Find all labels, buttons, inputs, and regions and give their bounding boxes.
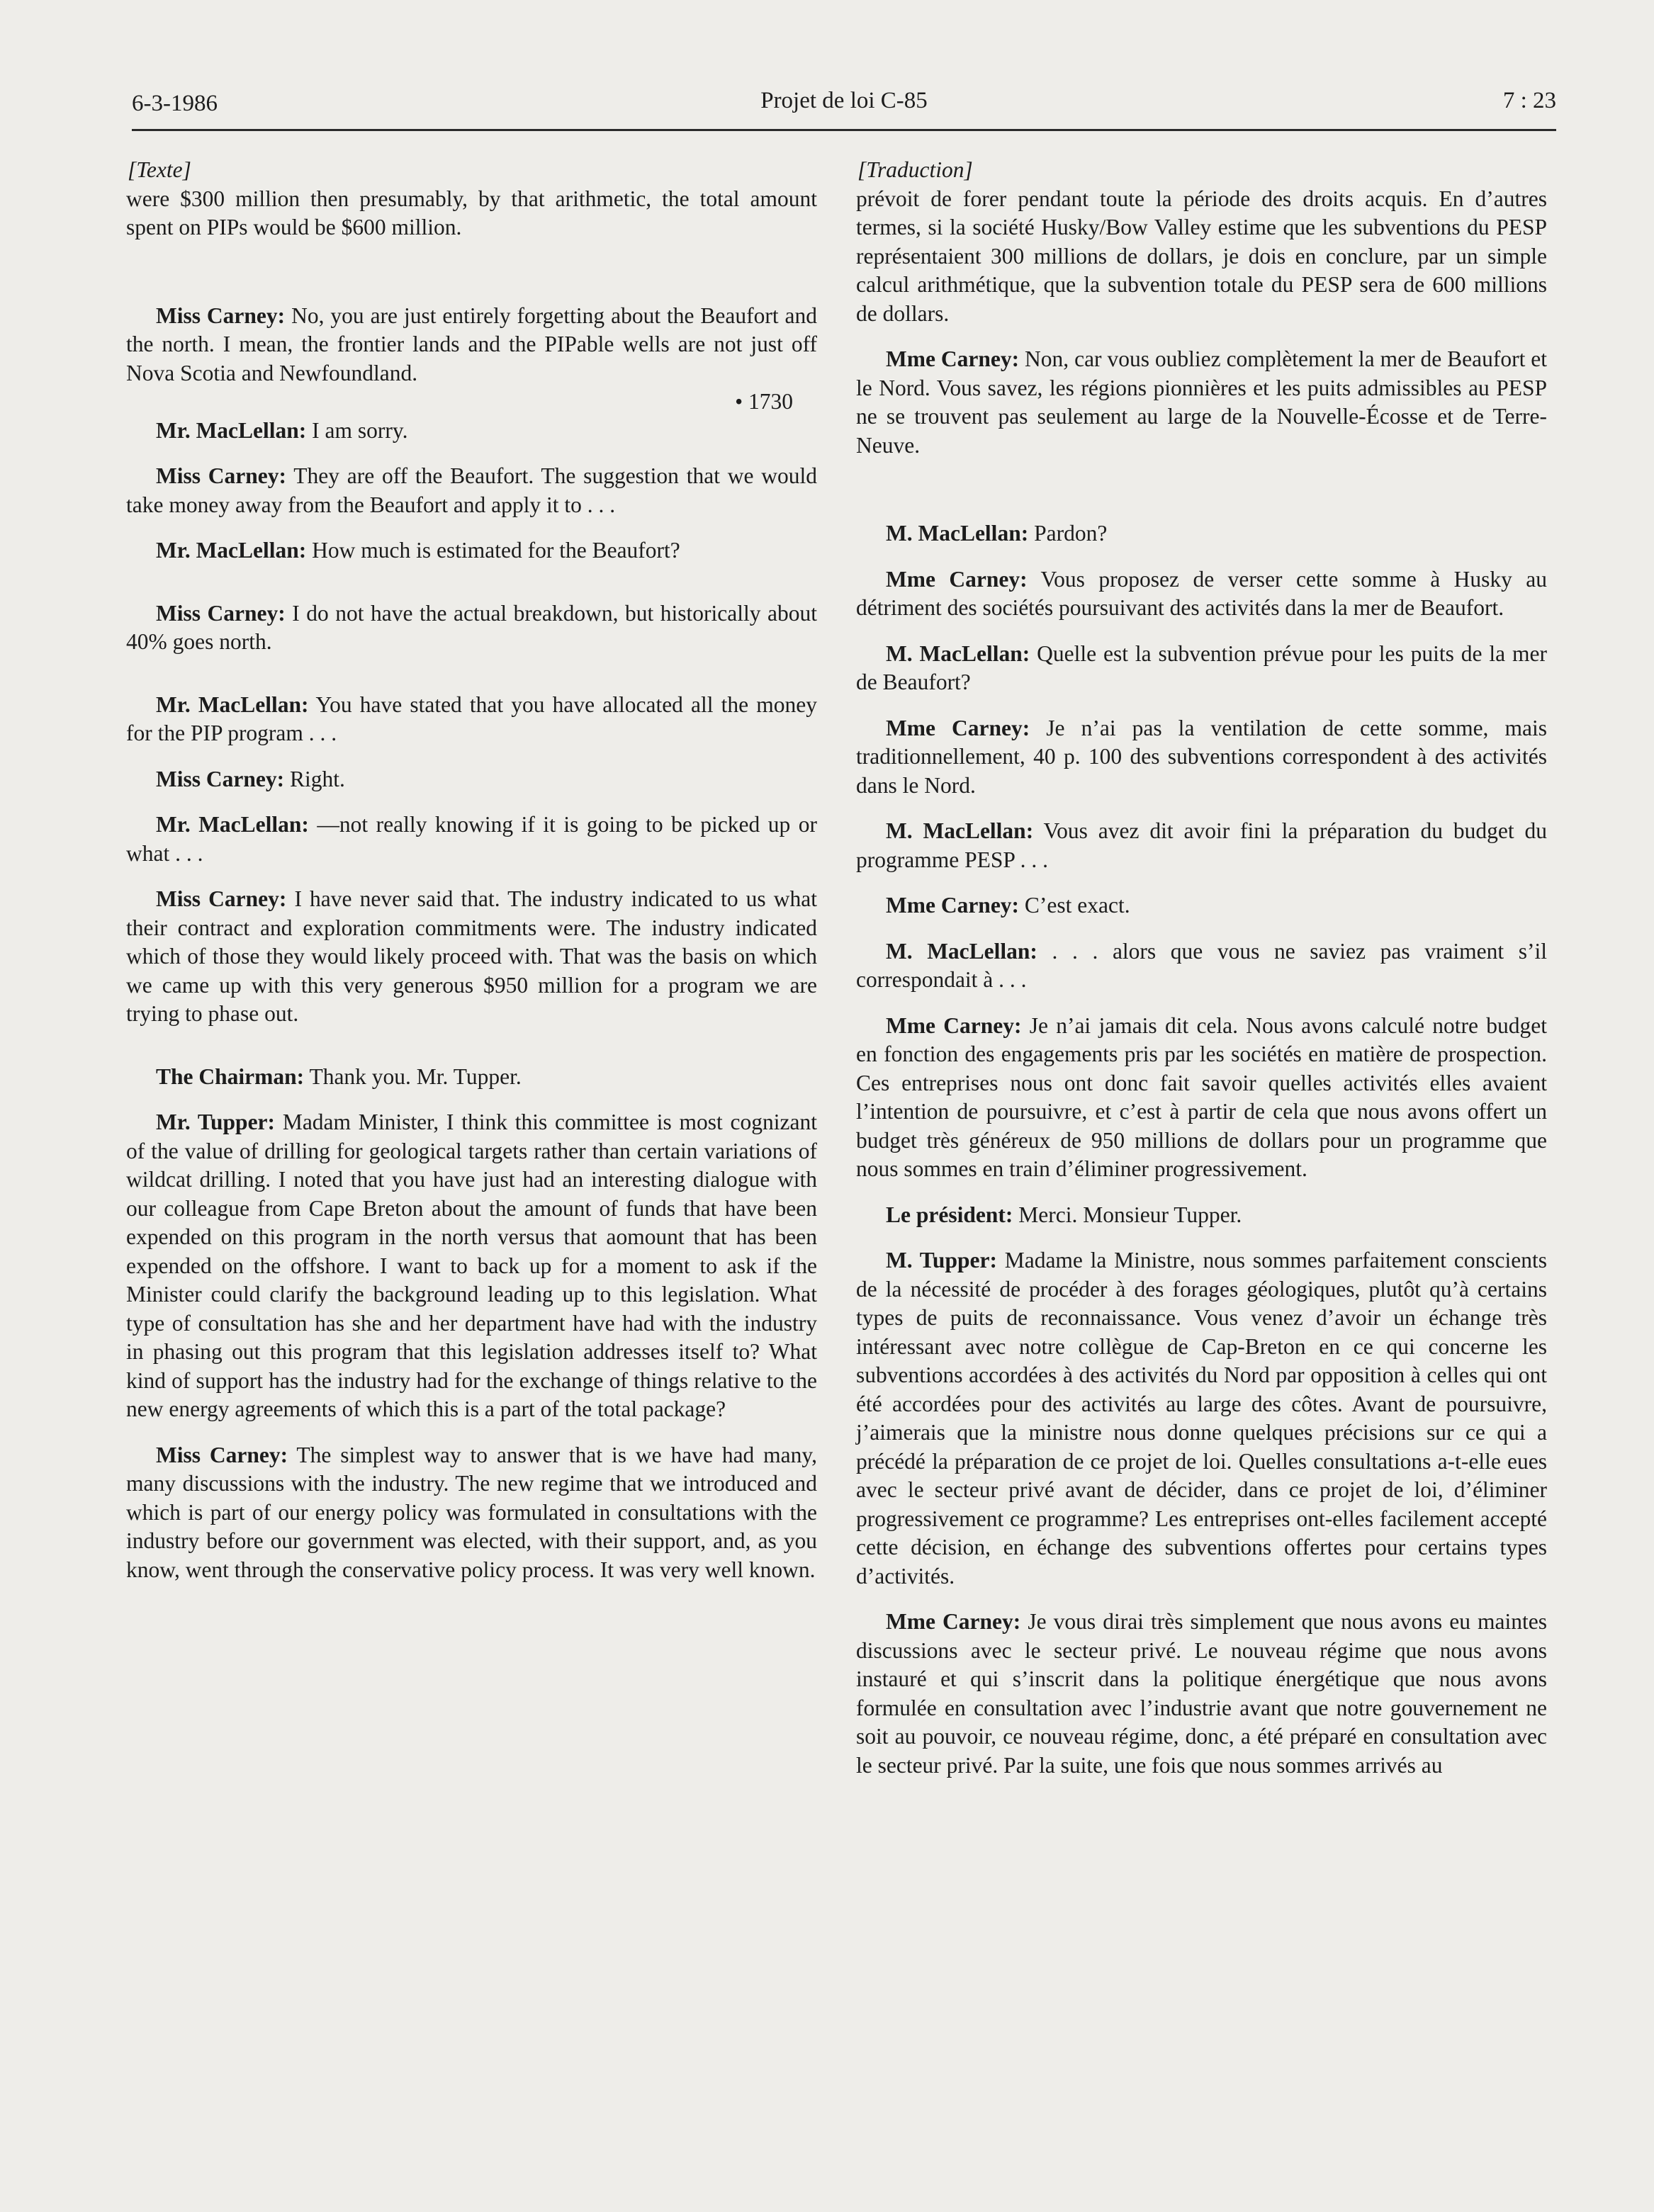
speech bbox=[856, 519, 1547, 548]
speech-text: Thank you. Mr. Tupper. bbox=[309, 1063, 522, 1089]
speaker: Mme Carney: bbox=[886, 893, 1020, 918]
speaker: Miss Carney: bbox=[156, 600, 286, 626]
french-column bbox=[856, 156, 1547, 1780]
speech-text: I do not have the actual breakdown, but historically about 40% goes north. bbox=[126, 600, 817, 654]
speaker: Miss Carney: bbox=[156, 1442, 288, 1467]
speech-text: You have stated that you have allocated all the money for the PIP program . . . bbox=[126, 692, 817, 745]
speech-text: They are off the Beaufort. The suggestion that we would take money away from the Beaufort and apply it to . . . bbox=[126, 463, 817, 517]
speech-text: . . . alors que vous ne saviez pas vraiment s’il correspondait à . . . bbox=[856, 938, 1548, 992]
speech bbox=[856, 817, 1547, 874]
speaker: Miss Carney: bbox=[156, 886, 287, 911]
column-label: [Traduction] bbox=[857, 157, 973, 182]
speaker: M. MacLellan: bbox=[886, 641, 1030, 666]
speech bbox=[126, 417, 817, 446]
speech bbox=[856, 1012, 1547, 1184]
time-marker: • 1730 bbox=[735, 389, 793, 414]
speaker: Mme Carney: bbox=[886, 1012, 1022, 1038]
speech bbox=[126, 536, 817, 565]
speaker: Mr. Tupper: bbox=[156, 1110, 276, 1134]
header-date: 6-3-1986 bbox=[132, 91, 218, 116]
speech bbox=[856, 937, 1547, 995]
speaker: M. MacLellan: bbox=[886, 521, 1029, 546]
speech bbox=[856, 1608, 1547, 1780]
speech-text: Right. bbox=[289, 766, 345, 791]
speaker: Miss Carney: bbox=[156, 303, 286, 328]
speech bbox=[126, 599, 817, 657]
speaker: M. MacLellan: bbox=[886, 938, 1037, 964]
speech bbox=[856, 714, 1547, 801]
speaker: Mr. MacLellan: bbox=[156, 538, 307, 563]
speech bbox=[126, 691, 817, 748]
speech-text: Vous avez dit avoir fini la préparation du budget du programme PESP . . . bbox=[856, 818, 1547, 872]
speech bbox=[856, 891, 1547, 920]
speech bbox=[856, 1246, 1547, 1591]
speaker: Le président: bbox=[886, 1202, 1013, 1227]
speaker: Mme Carney: bbox=[886, 566, 1028, 592]
opening-paragraph: were $300 million then presumably, by that arithmetic, the total amount spent on PIPs would be $600 million. bbox=[126, 186, 817, 239]
speech-text: Merci. Monsieur Tupper. bbox=[1018, 1202, 1242, 1227]
speech bbox=[126, 885, 817, 1029]
speech-text: Madam Minister, I think this committee is most cognizant of the value of drilling for geological targets rather than certain variations of wildcat drilling. I noted that you have just had an interesting dialogue with our colleague from Cape Breton about the amount of funds that have been expended on this program in the north versus that aomount that has been expended on the offshore. I want to back up for a moment to ask if the Minister could clarify the background leading up to this legislation. What type of consultation has she and her department have had with the industry in phasing out this program that this legislation addresses itself to? What kind of support has the industry had for the exchange of things relative to the new energy agreements of which this is a part of the total package? bbox=[126, 1110, 817, 1421]
speech bbox=[126, 1063, 817, 1092]
speech-text: Je n’ai pas la ventilation de cette somme, mais traditionnellement, 40 p. 100 des subventions correspondent à des activités dans le Nord. bbox=[856, 715, 1547, 798]
speech bbox=[856, 1201, 1547, 1230]
speaker: Mr. MacLellan: bbox=[156, 692, 309, 717]
speech-text: Quelle est la subvention prévue pour les puits de la mer de Beaufort? bbox=[856, 641, 1548, 694]
speaker: Mme Carney: bbox=[886, 346, 1020, 371]
speaker: Miss Carney: bbox=[156, 766, 285, 791]
speech-text: How much is estimated for the Beaufort? bbox=[312, 538, 680, 563]
column-label: [Texte] bbox=[128, 157, 191, 182]
speech bbox=[856, 640, 1547, 697]
opening-paragraph: prévoit de forer pendant toute la période des droits acquis. En d’autres termes, si la société Husky/Bow Valley estime que les subventions du PESP représentaient 300 millions de dollars, je dois en conclure, par un simple calcul arithmétique, que la subvention totale du PESP sera de 600 millions de dollars. bbox=[856, 186, 1547, 326]
speaker: Mr. MacLellan: bbox=[156, 812, 309, 837]
speaker: M. Tupper: bbox=[886, 1248, 997, 1273]
speech bbox=[126, 302, 817, 388]
speech-text: No, you are just entirely forgetting about the Beaufort and the north. I mean, the frontier lands and the PIPable wells are not just off Nova Scotia and Newfoundland. bbox=[126, 303, 818, 385]
speech bbox=[856, 565, 1547, 623]
speech bbox=[126, 1108, 817, 1424]
speech bbox=[126, 811, 817, 868]
speaker: Miss Carney: bbox=[156, 463, 286, 488]
speaker: Mr. MacLellan: bbox=[156, 417, 307, 443]
page-header bbox=[132, 84, 1556, 131]
speaker: Mme Carney: bbox=[886, 715, 1030, 740]
speech-text: I have never said that. The industry indicated to us what their contract and exploration commitments were. The industry indicated which of those they would likely proceed with. That was the basis on which we came up with this very generous $950 million for a program we are trying to phase out. bbox=[126, 886, 818, 1026]
speech-text: C’est exact. bbox=[1024, 893, 1130, 918]
speaker: M. MacLellan: bbox=[886, 818, 1034, 843]
speech bbox=[126, 765, 817, 794]
speech-text: Non, car vous oubliez complètement la mer de Beaufort et le Nord. Vous savez, les régions pionnières et les puits admissibles au PESP ne se trouvent pas seulement au large de la Nouvelle-Écosse et de Terre-Neuve. bbox=[856, 346, 1548, 458]
header-page-number: 7 : 23 bbox=[1502, 88, 1556, 113]
speech-text: Vous proposez de verser cette somme à Husky au détriment des sociétés poursuivant des activités dans la mer de Beaufort. bbox=[856, 566, 1548, 620]
speech-text: —not really knowing if it is going to be picked up or what . . . bbox=[126, 812, 817, 866]
speech-text: Madame la Ministre, nous sommes parfaitement conscients de la nécessité de procéder à des forages géologiques, plutôt qu’à certains types de puits de reconnaissance. Vous venez d’avoir un échange très intéressant avec notre collègue de Cap-Breton en ce qui concerne les subventions accordées à des activités du Nord par opposition à celles qui ont été accordées pour des activités au large des côtes. Avant de poursuivre, j’aimerais que la ministre nous donne quelques précisions sur ce qui a précédé la préparation de ce projet de loi. Quelles consultations a-t-elle eues avec le secteur privé avant de décider, dans ce projet de loi, d’éliminer progressivement ce programme? Les entreprises ont-elles facilement accepté cette décision, en échange des subventions offertes pour certains types d’activités. bbox=[856, 1248, 1547, 1589]
speaker: The Chairman: bbox=[156, 1063, 305, 1089]
speech-text: Je n’ai jamais dit cela. Nous avons calculé notre budget en fonction des engagements pris par les sociétés en matière de prospection. Ces entreprises nous ont donc fait savoir quelles activités elles avaient l’intention de poursuivre, et c’est à partir de cela que nous avons offert un budget très généreux de 950 millions de dollars pour un programme que nous sommes en train d’éliminer progressivement. bbox=[856, 1012, 1547, 1181]
speaker: Mme Carney: bbox=[886, 1609, 1021, 1634]
speech-text: The simplest way to answer that is we have had many, many discussions with the industry. The new regime that we introduced and which is part of our energy policy was formulated in consultations with the industry before our government was elected, with their support, and, as you know, went through the conservative policy process. It was very well known. bbox=[126, 1442, 817, 1582]
speech bbox=[126, 1441, 817, 1585]
speech bbox=[126, 462, 817, 519]
speech bbox=[856, 345, 1547, 460]
speech-text: I am sorry. bbox=[312, 417, 408, 443]
header-title: Projet de loi C-85 bbox=[760, 88, 928, 113]
speech-text: Pardon? bbox=[1034, 521, 1108, 546]
speech-text: Je vous dirai très simplement que nous avons eu maintes discussions avec le secteur privé. Le nouveau régime que nous avons instauré et qui s’inscrit dans la politique énergétique que nous avons formulée en consultation avec l’industrie avant que notre gouvernement ne soit au pouvoir, ce nouveau régime, donc, a été préparé en consultation avec le secteur privé. Par la suite, une fois que nous sommes arrivés au bbox=[856, 1609, 1548, 1778]
english-column bbox=[126, 156, 817, 1584]
